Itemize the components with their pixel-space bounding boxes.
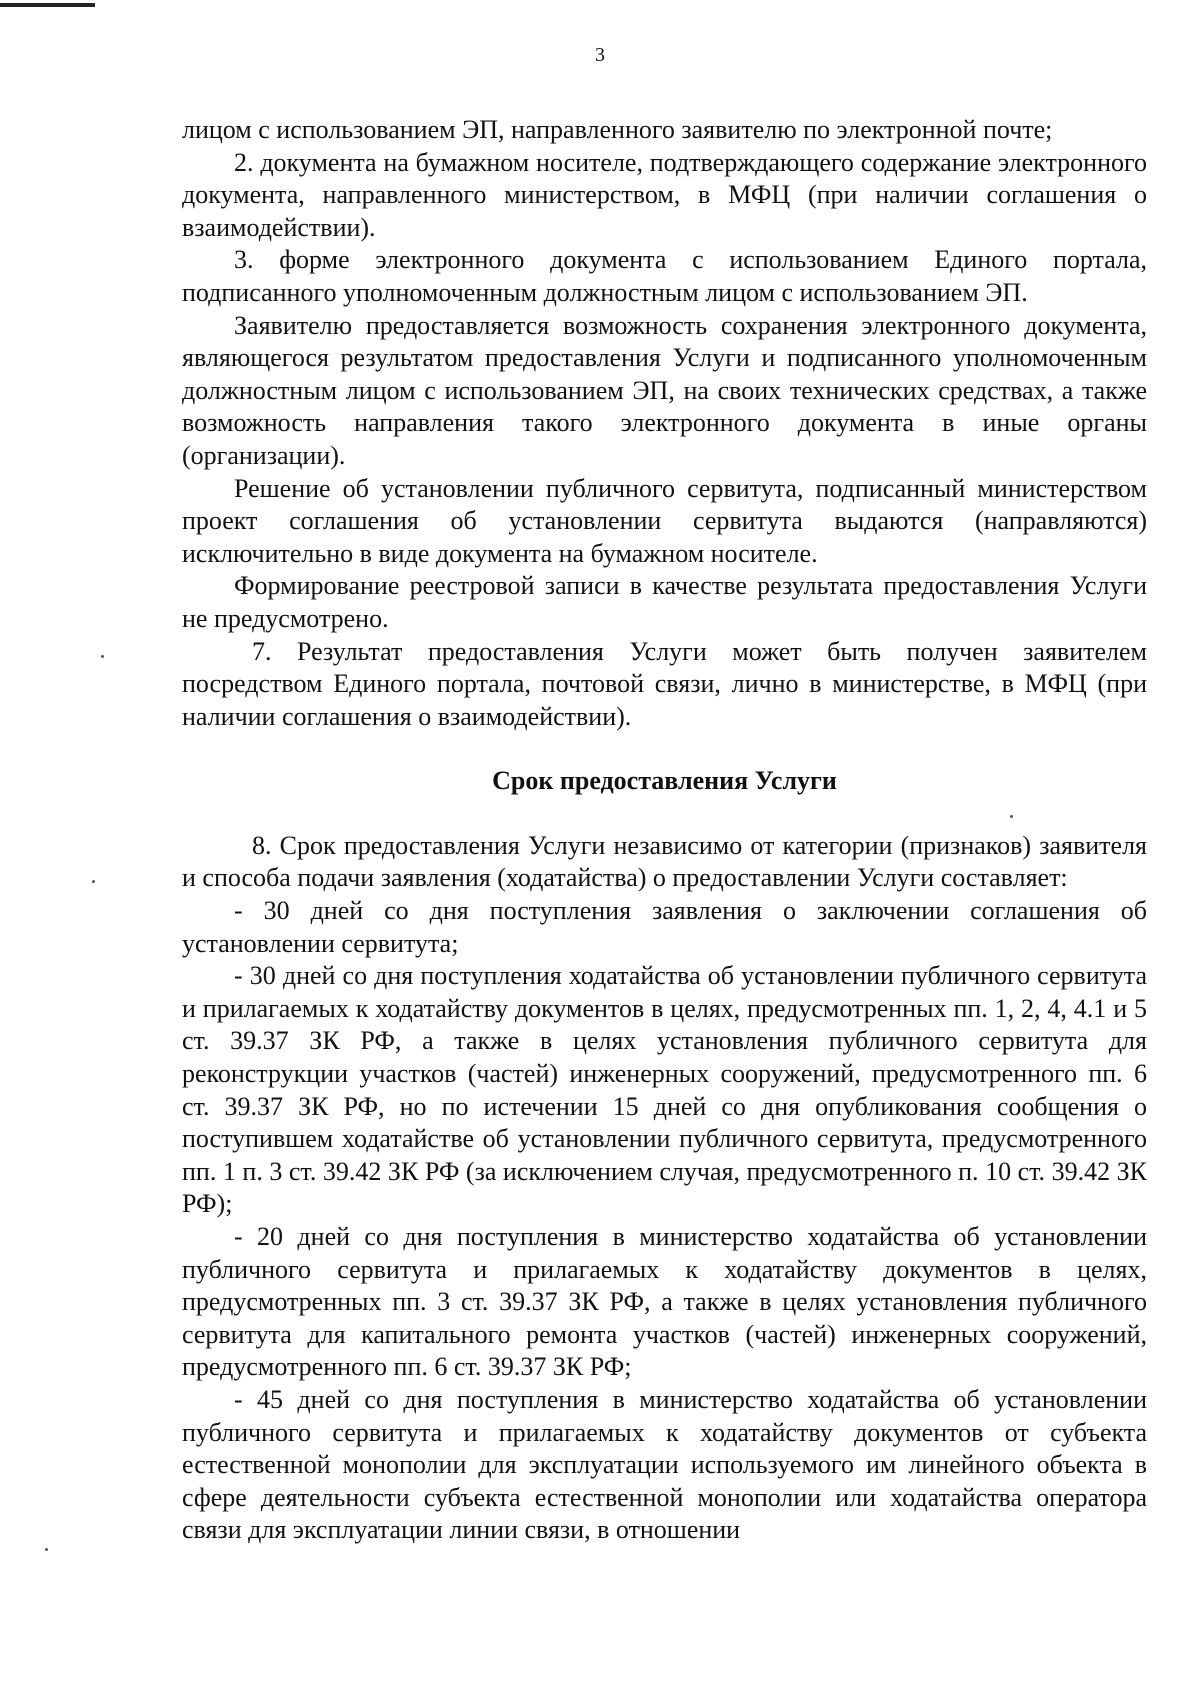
paragraph-paper-only: Решение об установлении публичного сервитута, подписанный министерством проект соглашения об установлении сервитута выдаются (направляются) исключительно в виде документа на бумажном носителе. <box>182 473 1147 568</box>
scan-speck <box>1010 815 1013 818</box>
scan-speck <box>101 655 104 658</box>
paragraph-registry-entry: Формирование реестровой записи в качестве результата предоставления Услуги не предусмотрено. <box>182 571 1147 633</box>
paragraph-item-7: 7. Результат предоставления Услуги может быть получен заявителем посредством Единого портала, почтовой связи, лично в министерстве, в МФЦ (при наличии соглашения о взаимодействии). <box>182 636 1147 731</box>
scan-speck <box>45 1548 48 1551</box>
scan-speck <box>92 880 95 883</box>
paragraph-item-2: 2. документа на бумажном носителе, подтверждающего содержание электронного документа, направленного министерством, в МФЦ (при наличии соглашения о взаимодействии). <box>182 147 1147 242</box>
section-heading: Срок предоставления Услуги <box>492 766 837 796</box>
list-item-30-days-agreement: - 30 дней со дня поступления заявления о заключении соглашения об установлении сервитута; <box>182 896 1147 958</box>
paragraph-save-option: Заявителю предоставляется возможность сохранения электронного документа, являющегося результатом предоставления Услуги и подписанного уполномоченным должностным лицом с использованием ЭП, на своих технических средствах, а также возможность направления такого электронного документа в иные органы (организации). <box>182 310 1147 470</box>
scan-edge-mark <box>0 3 95 7</box>
page-number: 3 <box>595 44 605 66</box>
document-body <box>182 114 1147 1547</box>
list-item-20-days: - 20 дней со дня поступления в министерство ходатайства об установлении публичного сервитута и прилагаемых к ходатайству документов в целях, предусмотренных пп. 3 ст. 39.37 ЗК РФ, а также в целях установления публичного сервитута для капитального ремонта участков (частей) инженерных сооружений, предусмотренного пп. 6 ст. 39.37 ЗК РФ; <box>182 1222 1147 1382</box>
list-item-45-days: - 45 дней со дня поступления в министерство ходатайства об установлении публичного сервитута и прилагаемых к ходатайству документов от субъекта естественной монополии для эксплуатации используемого им линейного объекта в сфере деятельности субъекта естественной монополии или ходатайства оператора связи для эксплуатации линии связи, в отношении <box>182 1384 1147 1545</box>
paragraph-item-8: 8. Срок предоставления Услуги независимо от категории (признаков) заявителя и способа подачи заявления (ходатайства) о предоставлении Услуги составляет: <box>182 830 1147 893</box>
list-item-30-days-petition: - 30 дней со дня поступления ходатайства об установлении публичного сервитута и прилагаемых к ходатайству документов в целях, предусмотренных пп. 1, 2, 4, 4.1 и 5 ст. 39.37 ЗК РФ, а также в целях установления публичного сервитута для реконструкции участков (частей) инженерных сооружений, предусмотренного пп. 6 ст. 39.37 ЗК РФ, но по истечении 15 дней со дня опубликования сообщения о поступившем ходатайстве об установлении публичного сервитута, предусмотренного пп. 1 п. 3 ст. 39.42 ЗК РФ (за исключением случая, предусмотренного п. 10 ст. 39.42 ЗК РФ); <box>182 961 1147 1219</box>
paragraph-continuation: лицом с использованием ЭП, направленного заявителю по электронной почте; <box>182 115 1053 144</box>
paragraph-item-3: 3. форме электронного документа с использованием Единого портала, подписанного уполномоченным должностным лицом с использованием ЭП. <box>182 245 1147 307</box>
